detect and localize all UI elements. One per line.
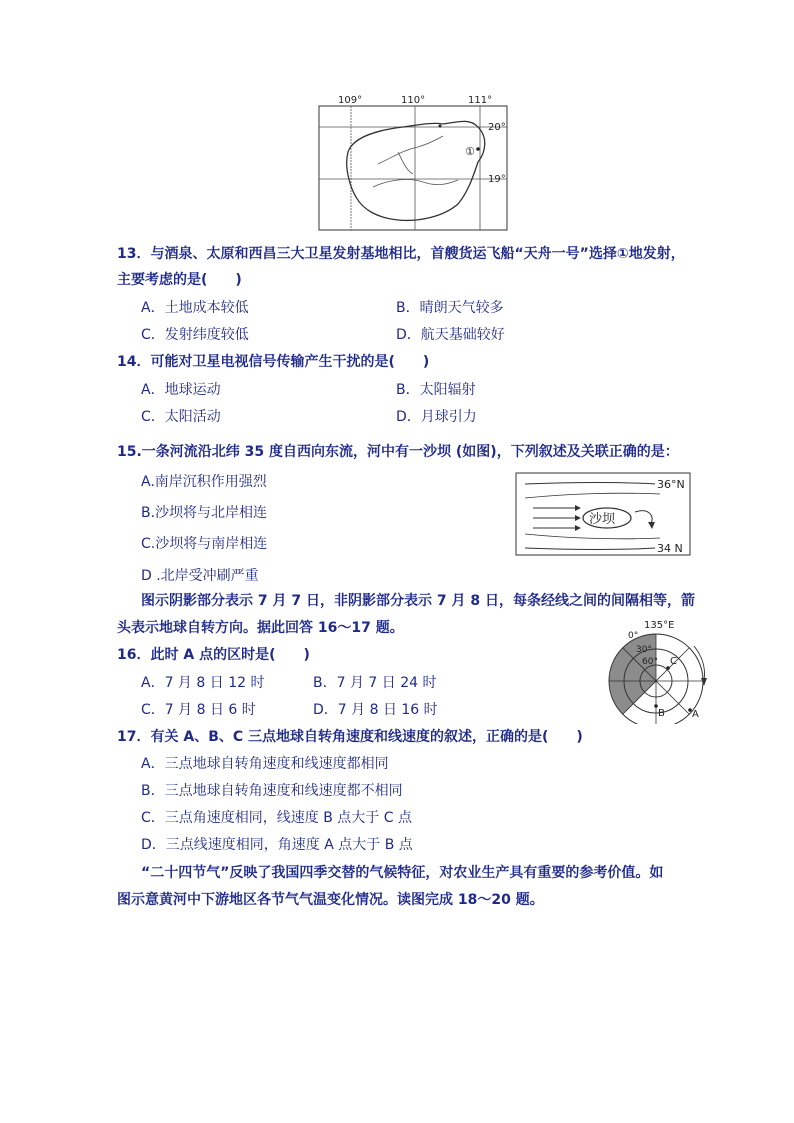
map-site-marker: ① [465,145,475,158]
map-lon-label-1: 109° [338,95,363,106]
q17-option-c[interactable]: C．三点角速度相同，线速度 B 点大于 C 点 [141,810,412,826]
q14-option-c[interactable]: C．太阳活动 [141,409,221,425]
polar-lat60-label: 60° [642,657,658,667]
q15-option-c[interactable]: C.沙坝将与南岸相连 [141,536,268,552]
sandbar-south-label: 34 N [657,542,683,555]
q16-option-b[interactable]: B．7 月 7 日 24 时 [313,675,437,691]
polar-point-b: B [658,708,665,719]
q13-option-c[interactable]: C．发射纬度较低 [141,327,249,343]
q15-option-b[interactable]: B.沙坝将与北岸相连 [141,505,268,521]
q14-option-a[interactable]: A．地球运动 [141,382,221,398]
q13-stem-line1: 13．与酒泉、太原和西昌三大卫星发射基地相比，首艘货运飞船“天舟一号”选择①地发射， [117,246,685,262]
q17-option-b[interactable]: B．三点地球自转角速度和线速度都不相同 [141,783,403,799]
q17-option-d[interactable]: D．三点线速度相同，角速度 A 点大于 B 点 [141,837,413,853]
intro-16-17-line2: 头表示地球自转方向。据此回答 16～17 题。 [117,620,404,636]
q14-option-b[interactable]: B．太阳辐射 [396,382,476,398]
q14-option-d[interactable]: D．月球引力 [396,409,477,425]
q15-stem: 15.一条河流沿北纬 35 度自西向东流，河中有一沙坝 (如图)，下列叙述及关联正确的是： [117,444,679,460]
q13-stem-line2: 主要考虑的是( ) [117,272,242,288]
intro-16-17-line1: 图示阴影部分表示 7 月 7 日，非阴影部分表示 7 月 8 日，每条经线之间的间隔相等，箭 [141,593,695,609]
polar-point-c: C [670,656,677,667]
map-lon-label-2: 110° [401,95,426,106]
q17-option-a[interactable]: A．三点地球自转角速度和线速度都相同 [141,756,389,772]
q13-option-a[interactable]: A．土地成本较低 [141,300,249,316]
polar-lat0-label: 0° [628,631,639,641]
polar-lat30-label: 30° [636,645,652,655]
q16-stem: 16．此时 A 点的区时是( ) [117,647,310,663]
sandbar-figure [515,472,691,556]
polar-view-figure [606,616,714,724]
intro-18-20-line2: 图示意黄河中下游地区各节气气温变化情况。读图完成 18～20 题。 [117,892,544,908]
q13-option-b[interactable]: B．晴朗天气较多 [396,300,504,316]
map-lon-label-3: 111° [468,95,493,106]
map-lat-label-1: 20° [488,122,506,133]
polar-point-a: A [692,709,699,720]
q16-option-c[interactable]: C．7 月 8 日 6 时 [141,702,256,718]
q15-option-d[interactable]: D .北岸受冲刷严重 [141,568,259,584]
q16-option-d[interactable]: D．7 月 8 日 16 时 [313,702,438,718]
q17-stem: 17．有关 A、B、C 三点地球自转角速度和线速度的叙述，正确的是( ) [117,729,583,745]
map-lat-label-2: 19° [488,174,506,185]
polar-meridian-label: 135°E [644,620,675,631]
q14-stem: 14．可能对卫星电视信号传输产生干扰的是( ) [117,354,430,370]
sandbar-label: 沙坝 [589,512,616,527]
hainan-map-figure [318,92,510,232]
q15-option-a[interactable]: A.南岸沉积作用强烈 [141,474,267,490]
q13-option-d[interactable]: D．航天基础较好 [396,327,505,343]
sandbar-north-label: 36°N [657,478,685,491]
q16-option-a[interactable]: A．7 月 8 日 12 时 [141,675,265,691]
intro-18-20-line1: “二十四节气”反映了我国四季交替的气候特征，对农业生产具有重要的参考价值。如 [141,865,664,881]
